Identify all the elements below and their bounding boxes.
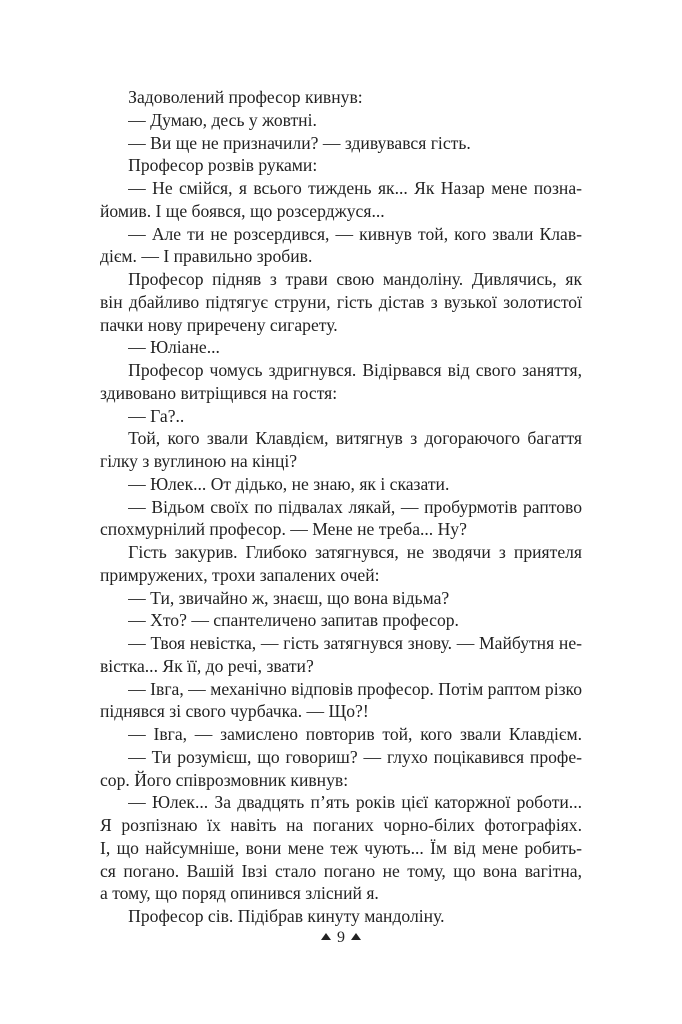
text-line: — Юлек... От дідько, не знаю, як і сказати. xyxy=(128,473,450,494)
text-line: пачки нову приречену сигарету. xyxy=(100,314,338,335)
text-line: — Ви ще не призначили? — здивувався гість. xyxy=(128,132,471,153)
text-line: — Ти розумієш, що говориш? — глухо поцікавився профе- xyxy=(128,746,582,767)
triangle-right-icon xyxy=(351,933,361,940)
text-line: — Відьом своїх по підвалах лякай, — пробурмотів раптово xyxy=(128,496,582,517)
text-line: — Хто? — спантеличено запитав професор. xyxy=(128,610,459,631)
text-line: І, що найсумніше, вони мене теж чують... Їм від мене робить- xyxy=(100,837,582,858)
text-line: Той, кого звали Клавдієм, витягнув з догораючого багаття xyxy=(128,428,582,449)
text-line: Я розпізнаю їх навіть на поганих чорно-білих фотографіях. xyxy=(100,815,582,835)
text-line: Задоволений професор кивнув: xyxy=(128,87,363,107)
text-line: примружених, трохи запалених очей: xyxy=(100,564,380,585)
text-line: дієм. — І правильно зробив. xyxy=(100,246,313,267)
text-line: він дбайливо підтягує струни, гість дістав з вузької золотистої xyxy=(100,291,582,312)
page-number-footer xyxy=(0,927,682,949)
page-number: 9 xyxy=(337,929,345,946)
text-line: — Ти, звичайно ж, знаєш, що вона відьма? xyxy=(128,587,450,608)
text-line: — Юлек... За двадцять п’ять років цієї каторжної роботи... xyxy=(128,792,582,813)
body-text xyxy=(100,86,582,928)
text-line: — Але ти не розсердився, — кивнув той, кого звали Клав- xyxy=(128,223,582,244)
text-line: сор. Його співрозмовник кивнув: xyxy=(100,769,349,790)
triangle-left-icon xyxy=(321,933,331,940)
text-line: Професор розвів руками: xyxy=(128,155,318,176)
text-line: — Івга, — замислено повторив той, кого звали Клавдієм. xyxy=(128,724,582,744)
text-line: піднявся зі свого чурбачка. — Що?! xyxy=(100,701,369,722)
text-line: — Твоя невістка, — гість затягнувся знову. — Майбутня не- xyxy=(128,633,582,653)
text-line: вістка... Як її, до речі, звати? xyxy=(100,655,314,676)
text-line: здивовано витріщився на гостя: xyxy=(100,382,338,403)
text-line: спохмурнілий професор. — Мене не треба... Ну? xyxy=(100,519,467,540)
text-line: гілку з вуглиною на кінці? xyxy=(100,451,298,471)
text-line: йомив. І ще боявся, що розсерджуся... xyxy=(100,200,385,221)
text-line: — Думаю, десь у жовтні. xyxy=(128,109,317,130)
text-line: — Івга, — механічно відповів професор. Потім раптом різко xyxy=(128,678,582,699)
text-line: Гість закурив. Глибоко затягнувся, не зводячи з приятеля xyxy=(128,542,582,562)
text-line: — Юліане... xyxy=(128,337,220,358)
text-line: — Не смійся, я всього тиждень як... Як Назар мене позна- xyxy=(128,178,582,198)
text-line: ся погано. Вашій Івзі стало погано не тому, що вона вагітна, xyxy=(100,860,582,881)
text-line: а тому, що поряд опинився злісний я. xyxy=(100,883,379,904)
text-line: Професор сів. Підібрав кинуту мандоліну. xyxy=(128,906,445,926)
text-line: Професор підняв з трави свою мандоліну. Дивлячись, як xyxy=(128,269,582,289)
text-line: Професор чомусь здригнувся. Відірвався від свого заняття, xyxy=(128,360,582,380)
text-line: — Га?.. xyxy=(128,405,185,426)
